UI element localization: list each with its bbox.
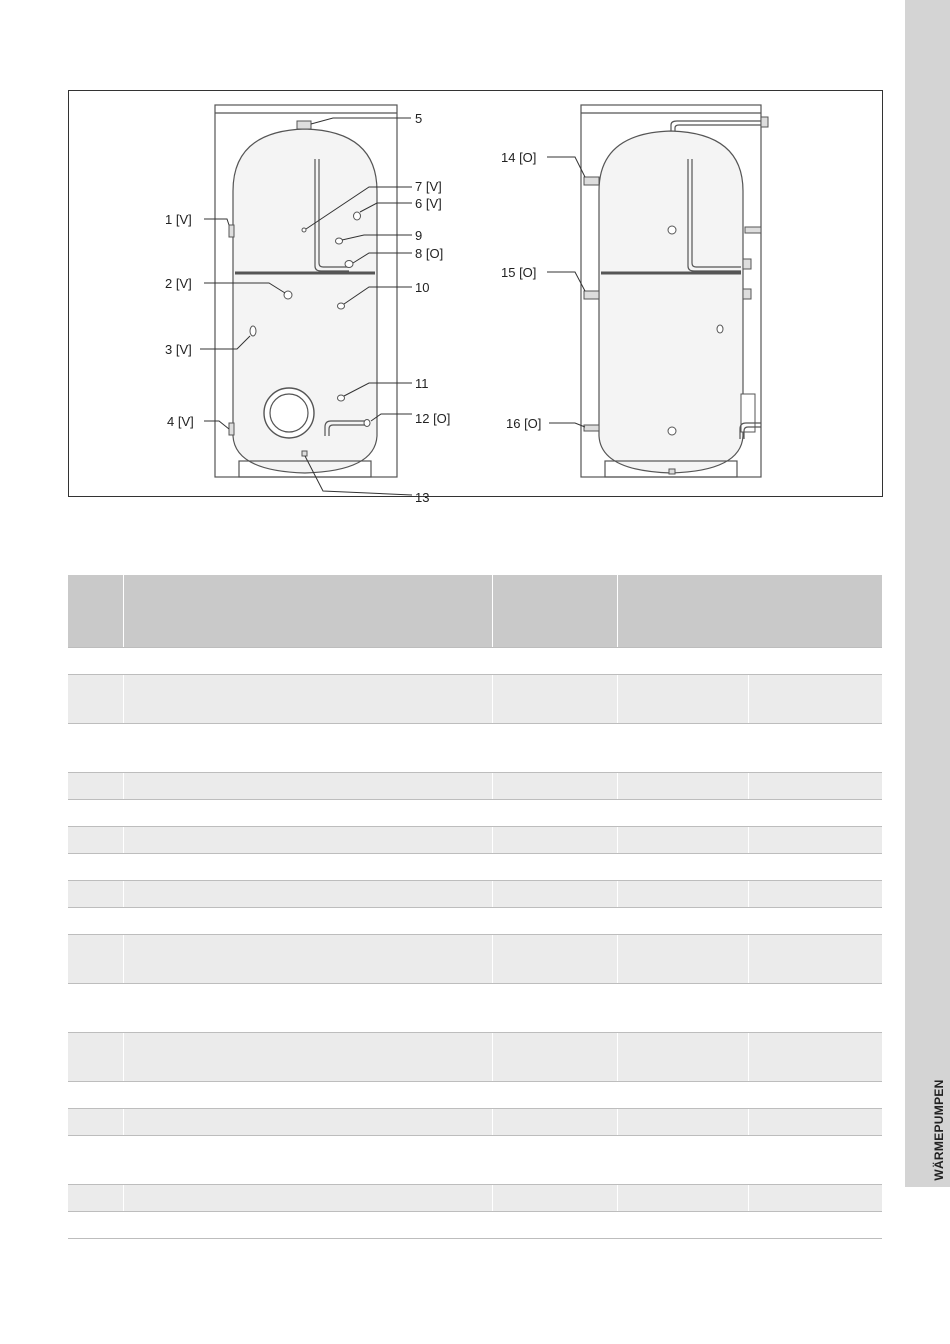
col-divider — [617, 1185, 618, 1211]
tank-side-top-pipe — [671, 121, 763, 131]
side-tab-label: WÄRMEPUMPEN — [932, 1079, 946, 1181]
fitting-8 — [345, 261, 353, 268]
tank-front-view — [165, 105, 450, 505]
tank-side-port-mid — [717, 325, 723, 333]
tank-side-vessel — [599, 131, 743, 473]
table-row — [68, 724, 882, 773]
col-divider — [617, 1033, 618, 1081]
table-row — [68, 773, 882, 800]
callout-8: 8 [O] — [415, 246, 444, 261]
leader-4 — [204, 421, 229, 429]
col-divider — [123, 1136, 124, 1184]
col-divider — [492, 1136, 493, 1184]
table-row — [68, 675, 882, 724]
callout-4: 4 [V] — [167, 414, 194, 429]
col-divider — [617, 1136, 618, 1184]
col-divider — [748, 854, 749, 880]
tank-side-drain — [669, 469, 675, 474]
fitting-4 — [229, 423, 234, 435]
table-row — [68, 984, 882, 1033]
col-divider — [123, 1212, 124, 1238]
col-divider — [617, 1212, 618, 1238]
col-divider — [123, 1082, 124, 1108]
col-divider — [748, 908, 749, 934]
col-divider — [123, 575, 124, 647]
col-divider — [617, 724, 618, 772]
col-divider — [492, 908, 493, 934]
table-row — [68, 881, 882, 908]
col-divider — [492, 1109, 493, 1135]
callout-14: 14 [O] — [501, 150, 537, 165]
tank-side-top-valve — [761, 117, 768, 127]
col-divider — [492, 1033, 493, 1081]
table-row — [68, 1109, 882, 1136]
col-divider — [748, 1185, 749, 1211]
callout-16: 16 [O] — [506, 416, 542, 431]
inspection-flange-inner — [270, 394, 308, 432]
col-divider — [748, 800, 749, 826]
table-row — [68, 1212, 882, 1239]
leader-16 — [549, 423, 585, 427]
col-divider — [123, 675, 124, 723]
tank-side-port-upper — [668, 226, 676, 234]
col-divider — [492, 1185, 493, 1211]
col-divider — [492, 1082, 493, 1108]
callout-6: 6 [V] — [415, 196, 442, 211]
col-divider — [123, 1033, 124, 1081]
col-divider — [617, 575, 618, 647]
callout-7: 7 [V] — [415, 179, 442, 194]
callout-2: 2 [V] — [165, 276, 192, 291]
col-divider — [748, 648, 749, 674]
tank-side-flange — [741, 394, 755, 432]
callout-12: 12 [O] — [415, 411, 451, 426]
col-divider — [617, 1109, 618, 1135]
callout-11: 11 — [415, 376, 429, 391]
col-divider — [123, 854, 124, 880]
tank-side-view — [501, 105, 768, 477]
table-row — [68, 800, 882, 827]
spec-table — [68, 575, 882, 1239]
fitting-2 — [284, 291, 292, 299]
col-divider — [748, 1212, 749, 1238]
col-divider — [748, 1033, 749, 1081]
col-divider — [123, 935, 124, 983]
fitting-14 — [584, 177, 599, 185]
col-divider — [617, 935, 618, 983]
fitting-5 — [297, 121, 311, 129]
table-row — [68, 935, 882, 984]
tank-side-right-port-1 — [745, 227, 761, 233]
col-divider — [492, 984, 493, 1032]
table-row — [68, 648, 882, 675]
col-divider — [492, 854, 493, 880]
col-divider — [492, 724, 493, 772]
fitting-6 — [354, 212, 361, 220]
leader-14 — [547, 157, 585, 177]
col-divider — [748, 827, 749, 853]
col-divider — [748, 881, 749, 907]
col-divider — [492, 935, 493, 983]
leader-15 — [547, 272, 585, 291]
col-divider — [492, 773, 493, 799]
leader-5 — [311, 118, 411, 124]
fitting-15 — [584, 291, 599, 299]
callout-1: 1 [V] — [165, 212, 192, 227]
col-divider — [617, 648, 618, 674]
col-divider — [617, 773, 618, 799]
col-divider — [123, 773, 124, 799]
table-row — [68, 908, 882, 935]
callout-13: 13 — [415, 490, 430, 505]
tank-side-right-port-2 — [743, 259, 751, 269]
tank-drawing-svg — [69, 91, 882, 505]
table-header-row — [68, 575, 882, 648]
callout-15: 15 [O] — [501, 265, 537, 280]
col-divider — [617, 675, 618, 723]
table-row — [68, 1082, 882, 1109]
tank-side-right-port-3 — [743, 289, 751, 299]
fitting-10 — [338, 303, 345, 309]
table-row — [68, 827, 882, 854]
table-row — [68, 1185, 882, 1212]
table-body — [68, 648, 882, 1239]
col-divider — [748, 1082, 749, 1108]
col-divider — [748, 1136, 749, 1184]
col-divider — [492, 827, 493, 853]
fitting-1 — [229, 225, 234, 237]
col-divider — [492, 575, 493, 647]
col-divider — [617, 984, 618, 1032]
callout-10: 10 — [415, 280, 430, 295]
col-divider — [617, 800, 618, 826]
callout-9: 9 — [415, 228, 423, 243]
col-divider — [123, 1109, 124, 1135]
col-divider — [123, 984, 124, 1032]
callout-5: 5 — [415, 111, 423, 126]
fitting-11 — [338, 395, 345, 401]
fitting-12 — [364, 420, 370, 427]
col-divider — [123, 881, 124, 907]
fitting-3 — [250, 326, 256, 336]
col-divider — [748, 984, 749, 1032]
leader-1 — [204, 219, 229, 225]
col-divider — [617, 1082, 618, 1108]
fitting-7 — [302, 228, 306, 232]
side-tab — [905, 0, 950, 1187]
col-divider — [748, 1109, 749, 1135]
col-divider — [492, 881, 493, 907]
fitting-13 — [302, 451, 307, 456]
col-divider — [123, 800, 124, 826]
technical-drawing — [68, 90, 883, 505]
col-divider — [492, 648, 493, 674]
col-divider — [748, 724, 749, 772]
col-divider — [123, 1185, 124, 1211]
col-divider — [492, 1212, 493, 1238]
col-divider — [617, 854, 618, 880]
col-divider — [123, 908, 124, 934]
table-row — [68, 854, 882, 881]
col-divider — [748, 935, 749, 983]
col-divider — [123, 648, 124, 674]
fitting-9 — [336, 238, 343, 244]
table-row — [68, 1033, 882, 1082]
col-divider — [748, 675, 749, 723]
col-divider — [748, 773, 749, 799]
table-row — [68, 1136, 882, 1185]
col-divider — [617, 827, 618, 853]
callout-3: 3 [V] — [165, 342, 192, 357]
tank-side-port-lower — [668, 427, 676, 435]
col-divider — [617, 908, 618, 934]
col-divider — [492, 800, 493, 826]
fitting-16 — [584, 425, 599, 431]
col-divider — [617, 881, 618, 907]
col-divider — [492, 675, 493, 723]
col-divider — [123, 724, 124, 772]
col-divider — [123, 827, 124, 853]
